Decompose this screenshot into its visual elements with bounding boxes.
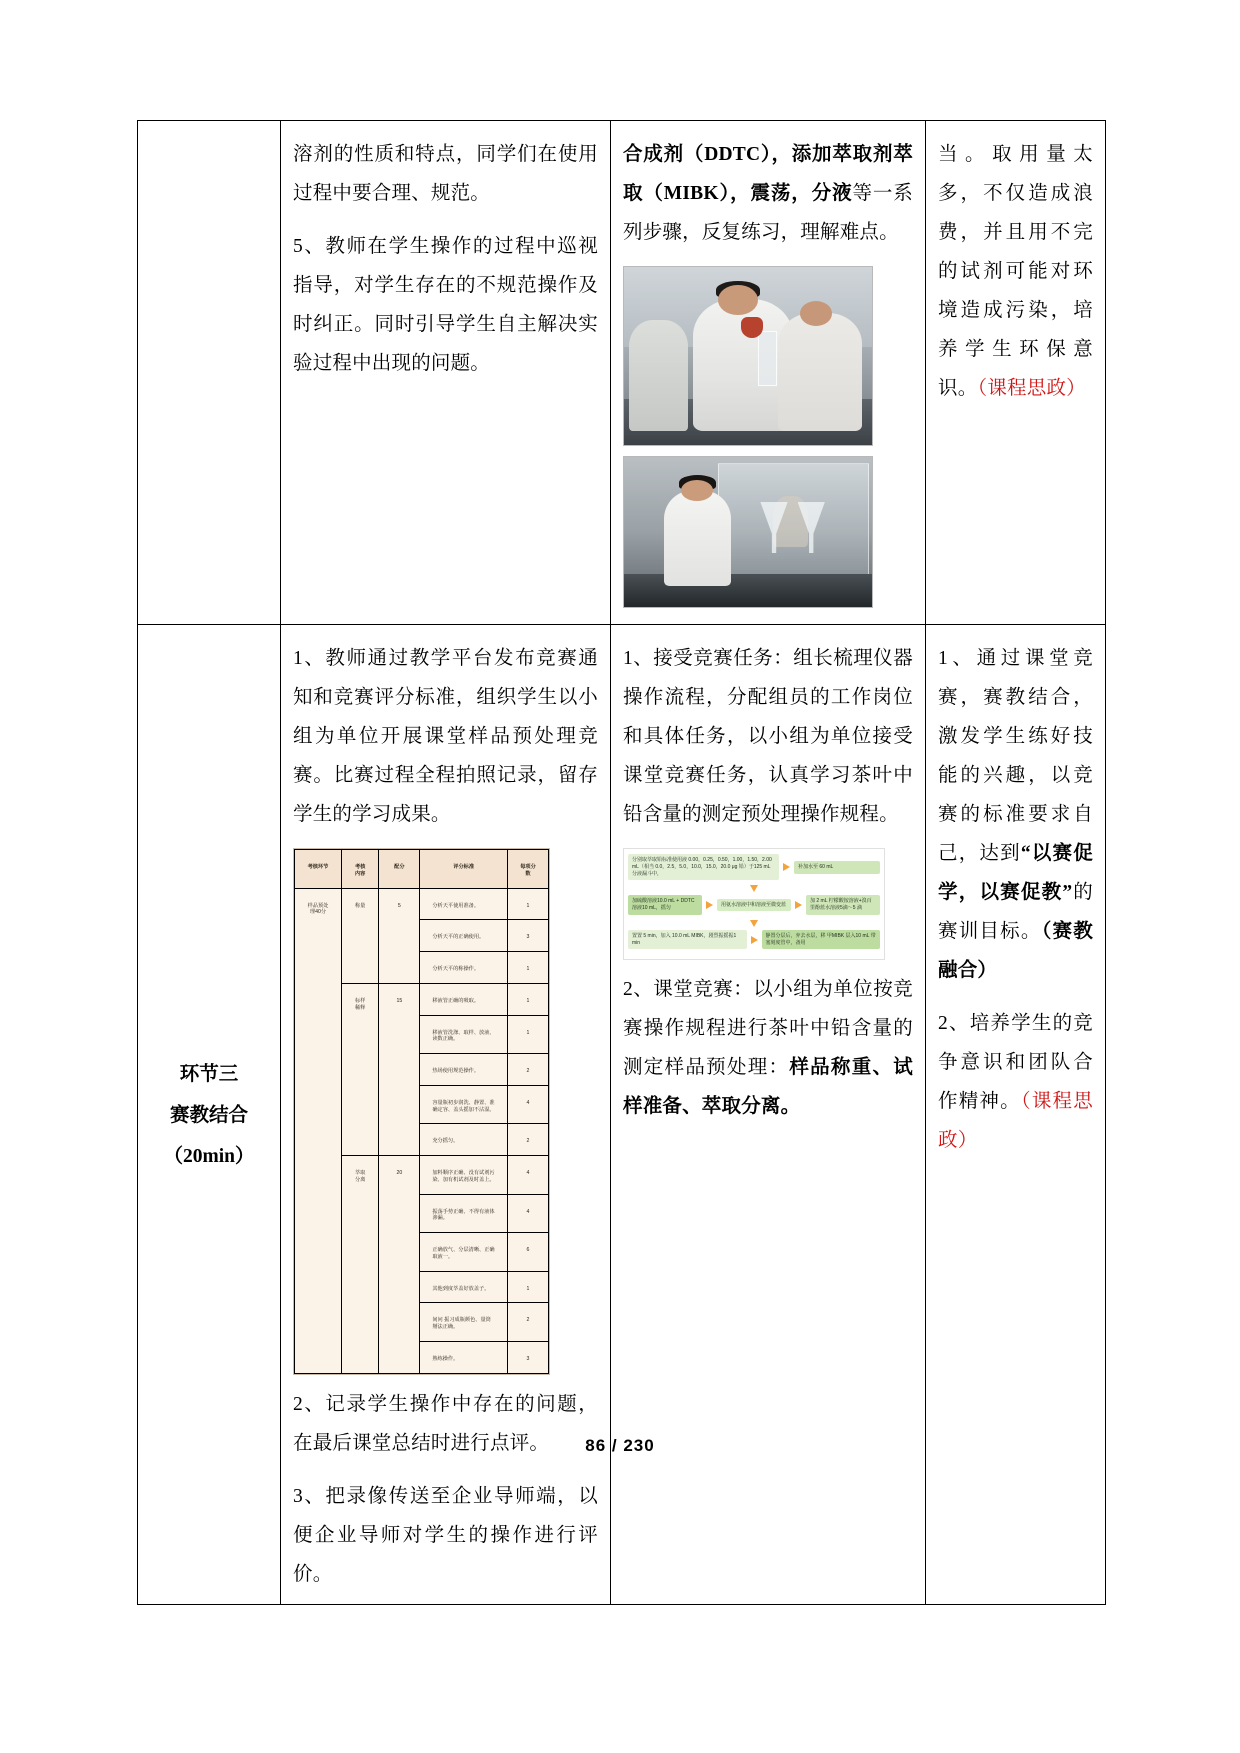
- arrow-right-icon: [706, 901, 713, 909]
- teacher-paragraph: 2、记录学生操作中存在的问题，在最后课堂总结时进行点评。: [293, 1393, 598, 1454]
- photo-glassware: [758, 331, 777, 386]
- teacher-activity-cell-1: [281, 121, 611, 625]
- rubric-points: 1: [508, 1271, 549, 1303]
- intent-text: 当。取用量太多，不仅造成浪费，并且用不完的试剂可能对环境造成污染，培养学生环保意识。: [938, 144, 1093, 399]
- rubric-points: 3: [508, 920, 549, 952]
- student-tail-lead: 2、课堂竞赛：以小组为单位按竞赛操作规程进行茶叶中铅含量的测定样品预处理：: [623, 979, 913, 1079]
- rubric-points: 1: [508, 1015, 549, 1054]
- student-paragraph: 1、接受竞赛任务：组长梳理仪器操作流程，分配组员的工作岗位和具体任务，以小组为单位接受课堂竞赛任务，认真学习茶叶中铅含量的测定预处理操作规程。: [623, 648, 913, 825]
- intent-text: 1、通过课堂竞赛，赛教结合，激发学生练好技能的兴趣，以竞赛的标准要求自己，达到: [938, 648, 1093, 864]
- design-intent-cell-2: [926, 625, 1106, 1605]
- flow-step-7: 静置分层后，弃去水层，移 甲MIBK 层入10 mL 带塞刻度管中，备用: [762, 930, 881, 950]
- teacher-paragraph: 3、把录像传送至企业导师端，以便企业导师对学生的操作进行评价。: [293, 1485, 598, 1585]
- flow-step-2: 补加水至 60 mL: [794, 861, 880, 874]
- rubric-points: 1: [508, 952, 549, 984]
- lab-photo-student-extraction: [623, 456, 873, 608]
- flow-step-6: 置置 5 min，加入 10.0 mL MIBK，剧烈振摇振1 min: [628, 930, 747, 950]
- rubric-criteria: 其他到度萃盖好放盖子。: [420, 1271, 508, 1303]
- rubric-criteria: 热场使用规范操作。: [420, 1054, 508, 1086]
- flow-step-5: 加 2 mL 柠檬酸铵溶液+溴百里酚蓝水溶液5滴～5 滴: [806, 895, 880, 915]
- rubric-points: 1: [508, 888, 549, 920]
- rubric-item-label: 萃取分离: [342, 1156, 379, 1374]
- intent-bold: “以赛促学，以赛促教”: [938, 843, 1093, 903]
- rubric-criteria: 充分摇匀。: [420, 1124, 508, 1156]
- stage-title: 环节三: [179, 1063, 239, 1085]
- rubric-item-label: 称量: [342, 888, 379, 983]
- rubric-criteria: 移液管洗涤、取样、放液、读数正确。: [420, 1015, 508, 1054]
- rubric-criteria: 分析天平的正确使用。: [420, 920, 508, 952]
- teacher-paragraph: 溶剂的性质和特点，同学们在使用过程中要合理、规范。: [293, 144, 598, 204]
- extraction-procedure-flow-diagram: [623, 848, 885, 960]
- rubric-item-score: 20: [379, 1156, 420, 1374]
- flow-row: [628, 895, 880, 915]
- intent-paragraph: [938, 639, 1093, 990]
- intent-tag: （课程思政）: [977, 378, 1086, 399]
- teacher-activity-cell-2: [281, 625, 611, 1605]
- rubric-points: 2: [508, 1124, 549, 1156]
- stage-cell-empty: [138, 121, 281, 625]
- rubric-stage-label: 样品预处理40分: [295, 888, 342, 1373]
- rubric-criteria: 分析天平使用准备。: [420, 888, 508, 920]
- arrow-down-icon: [750, 885, 758, 892]
- arrow-down-icon: [750, 920, 758, 927]
- student-tail-bold: 样品称重、试样准备、萃取分离。: [623, 1057, 914, 1118]
- rubric-header-cell: 每项分数: [508, 850, 549, 889]
- rubric-item-score: 15: [379, 983, 420, 1155]
- intent-mid: 的赛训目标。: [938, 882, 1094, 942]
- student-activity-cell-2: [611, 625, 926, 1605]
- rubric-points: 4: [508, 1194, 549, 1233]
- rubric-criteria: 振荡手势正确、不得有液体渗漏。: [420, 1194, 508, 1233]
- photo-person-right-head: [800, 301, 832, 326]
- photo-person-center-head: [718, 285, 758, 315]
- rubric-points: 4: [508, 1085, 549, 1124]
- design-intent-cell-1: [926, 121, 1106, 625]
- flow-row: [628, 854, 880, 880]
- photo-person-foreground: [664, 490, 731, 586]
- photo-flask: [741, 317, 763, 338]
- rubric-row: [295, 888, 549, 920]
- rubric-criteria: 加料顺序正确、没有试剂污染、加有机试剂及时盖上。: [420, 1156, 508, 1195]
- photo-person-foreground-head: [681, 480, 713, 501]
- flow-row: [628, 930, 880, 950]
- flow-step-3: 加硫酸溶液10.0 mL + DDTC 溶液10 mL，摇匀: [628, 895, 702, 915]
- rubric-header-cell: 配分: [379, 850, 420, 889]
- student-paragraph: [623, 970, 913, 1126]
- rubric-table: [294, 849, 549, 1374]
- stage-subtitle: 赛教结合: [169, 1104, 248, 1126]
- arrow-right-icon: [795, 901, 802, 909]
- rubric-criteria: 分析天平的称操作。: [420, 952, 508, 984]
- student-activity-cell-1: [611, 121, 926, 625]
- student-paragraph: [623, 135, 913, 252]
- flow-step-1: 分别取萃取铅标准使用液 0.00，0.25，0.50，1.00，1.50，2.00 mL（相当 0.0，2.5，5.0，10.0，15.0，20.0 μg 铅）于125 mL 分液漏斗中，: [628, 854, 779, 880]
- stage-cell-section-three: [138, 625, 281, 1605]
- photo-person-right: [778, 313, 862, 430]
- intent-text: 2、培养学生的竞争意识和团队合作精神。: [938, 1013, 1093, 1112]
- competition-scoring-rubric-image: [293, 848, 550, 1375]
- photo-lab-bench: [624, 574, 872, 607]
- intent-tag: （课程思政）: [938, 1091, 1093, 1151]
- rubric-header-cell: 考核环节: [295, 850, 342, 889]
- page-number: 86 / 230: [585, 1436, 655, 1455]
- rubric-criteria: 熟练操作。: [420, 1341, 508, 1373]
- lesson-plan-table: [137, 120, 1106, 1605]
- rubric-criteria: 容量瓶初步润洗、静置、准确定容、盖头摇加不沾湿。: [420, 1085, 508, 1124]
- rubric-item-label: 标样稀释: [342, 983, 379, 1155]
- intent-paragraph: [938, 135, 1093, 408]
- rubric-item-score: 5: [379, 888, 420, 983]
- flow-step-4: 用氨水溶液中和溶液至微变蓝: [717, 899, 791, 912]
- intent-paragraph: [938, 1004, 1093, 1160]
- arrow-right-icon: [783, 863, 790, 871]
- rubric-points: 6: [508, 1233, 549, 1272]
- teacher-paragraph: 5、教师在学生操作的过程中巡视指导，对学生存在的不规范操作及时纠正。同时引导学生自主解决实验过程中出现的问题。: [293, 236, 598, 374]
- table-row: [138, 625, 1106, 1605]
- table-row: [138, 121, 1106, 625]
- arrow-right-icon: [751, 936, 758, 944]
- rubric-points: 2: [508, 1054, 549, 1086]
- rubric-points: 2: [508, 1303, 549, 1342]
- student-tail-text: 等一系列步骤，反复练习，理解难点。: [623, 183, 913, 243]
- teacher-paragraph: 1、教师通过教学平台发布竞赛通知和竞赛评分标准，组织学生以小组为单位开展课堂样品预处理竞赛。比赛过程全程拍照记录，留存学生的学习成果。: [293, 648, 598, 825]
- rubric-criteria: 间问 振习成瓶颜色、量筒掰法正确。: [420, 1303, 508, 1342]
- rubric-header-cell: 评分标准: [420, 850, 508, 889]
- intent-tag: （赛教融合）: [938, 921, 1093, 981]
- rubric-points: 1: [508, 983, 549, 1015]
- rubric-criteria: 正确放气、分层清晰、正确取液一。: [420, 1233, 508, 1272]
- student-bold-lead: 合成剂（DDTC），添加萃取剂萃取（MIBK），震荡，分液: [623, 144, 913, 204]
- rubric-points: 4: [508, 1156, 549, 1195]
- lab-photo-students-operating: [623, 266, 873, 446]
- stage-duration: （20min）: [163, 1145, 255, 1167]
- rubric-header-cell: 考核内容: [342, 850, 379, 889]
- rubric-criteria: 移液管正确的吸取。: [420, 983, 508, 1015]
- photo-person-left: [629, 320, 689, 430]
- rubric-header-row: [295, 850, 549, 889]
- rubric-points: 3: [508, 1341, 549, 1373]
